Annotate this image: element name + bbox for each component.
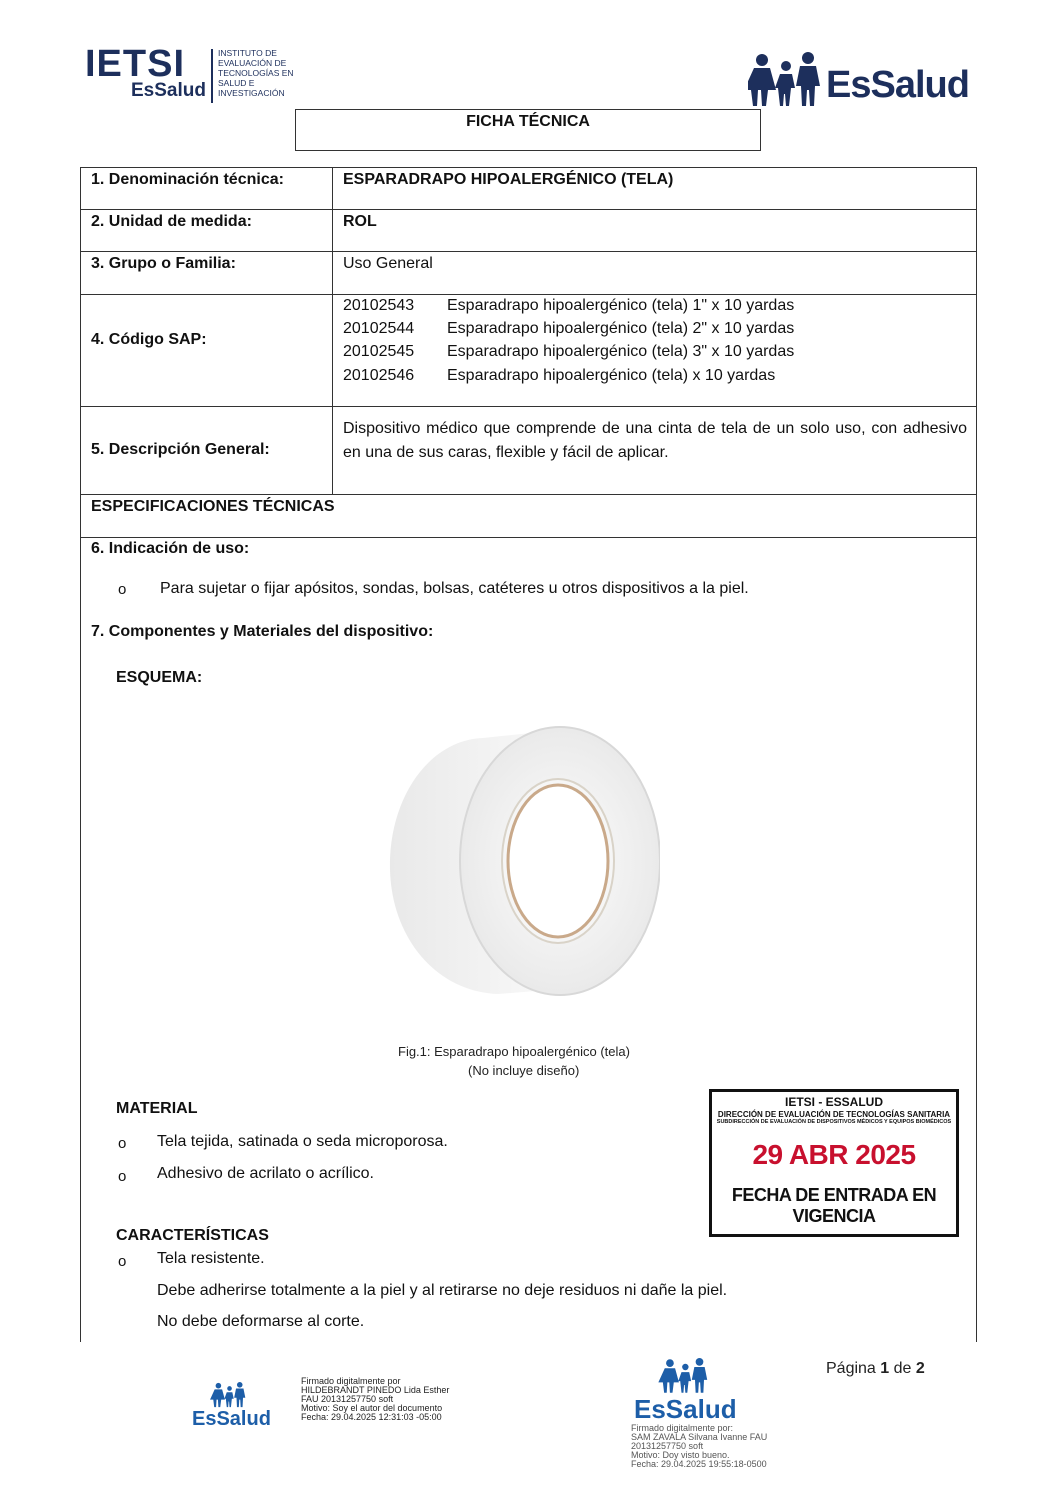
ietsi-institute-name: INSTITUTO DE EVALUACIÓN DE TECNOLOGÍAS EN SALUD E INVESTIGACIÓN: [218, 48, 294, 98]
row-denominacion: [80, 167, 977, 209]
signature-block-2: [631, 1424, 767, 1469]
signature-line: Firmado digitalmente por:: [631, 1423, 734, 1433]
label-sap: 4. Código SAP:: [91, 331, 207, 348]
bullet: o: [118, 1253, 127, 1270]
row-grupo: [80, 251, 977, 294]
page-total: 2: [915, 1360, 925, 1377]
value-unidad: ROL: [343, 213, 377, 230]
page-mid: de: [889, 1360, 916, 1377]
bullet: o: [118, 1135, 127, 1152]
caracteristica-item: Tela resistente.: [157, 1250, 265, 1267]
footer-logo-left-text: EsSalud: [192, 1408, 271, 1430]
stamp-date: 29 ABR 2025: [752, 1139, 916, 1170]
value-denominacion: ESPARADRAPO HIPOALERGÉNICO (TELA): [343, 171, 674, 188]
stamp-org: IETSI - ESSALUD: [784, 1095, 883, 1109]
sap-code: 20102545: [343, 343, 415, 360]
sap-code: 20102544: [343, 320, 415, 337]
row-especificaciones: [80, 494, 977, 537]
label-grupo: 3. Grupo o Familia:: [91, 255, 236, 272]
family-icon: [748, 52, 826, 108]
row-label-cell: [81, 295, 333, 406]
page-number: [826, 1360, 925, 1378]
ietsi-logo: [85, 45, 300, 105]
row-sap: [80, 294, 977, 406]
esquema-heading: ESQUEMA:: [116, 669, 203, 686]
tape-roll-image: [388, 720, 660, 1002]
stamp-footer: FECHA DE ENTRADA EN VIGENCIA: [731, 1185, 937, 1226]
signature-block-1: [301, 1377, 449, 1422]
material-item: Tela tejida, satinada o seda microporosa.: [157, 1133, 448, 1150]
value-grupo: Uso General: [343, 255, 433, 272]
family-icon: [658, 1358, 714, 1394]
row-descripcion: [80, 406, 977, 494]
label-unidad: 2. Unidad de medida:: [91, 213, 252, 230]
ietsi-logo-divider: [211, 49, 213, 103]
signature-line: HILDEBRANDT PINEDO Lida Esther: [301, 1385, 450, 1395]
signature-line: Fecha: 29.04.2025 19:55:18-0500: [631, 1459, 767, 1469]
page-prefix: Página: [826, 1360, 881, 1377]
especificaciones-heading: ESPECIFICACIONES TÉCNICAS: [91, 498, 335, 515]
figure-caption: Fig.1: Esparadrapo hipoalergénico (tela): [398, 1044, 630, 1059]
footer-logo-right-text: EsSalud: [634, 1394, 737, 1424]
bullet: o: [118, 581, 127, 598]
validity-stamp: [709, 1089, 959, 1237]
sap-item: [343, 367, 775, 385]
figure-caption-note: (No incluye diseño): [468, 1063, 580, 1078]
indicacion-text: Para sujetar o fijar apósitos, sondas, bolsas, catéteres u otros dispositivos a la piel.: [160, 580, 749, 597]
family-icon: [210, 1382, 250, 1408]
page-current: 1: [880, 1360, 890, 1377]
sap-item: [343, 320, 794, 338]
caracteristicas-heading: CARACTERÍSTICAS: [116, 1227, 269, 1244]
stamp-subdirection: SUBDIRECCIÓN DE EVALUACIÓN DE DISPOSITIVOS MÉDICOS Y EQUIPOS BIOMÉDICOS: [716, 1119, 952, 1125]
material-heading: MATERIAL: [116, 1100, 198, 1117]
essalud-logo: [748, 50, 978, 110]
sap-code: 20102543: [343, 297, 415, 314]
sap-desc: Esparadrapo hipoalergénico (tela) x 10 yardas: [447, 367, 776, 384]
signature-line: Motivo: Soy el autor del documento: [301, 1403, 443, 1413]
essalud-logo-text: EsSalud: [826, 64, 969, 106]
signature-line: Firmado digitalmente por: [301, 1376, 401, 1386]
sap-item: [343, 343, 794, 361]
indicacion-heading: 6. Indicación de uso:: [91, 540, 250, 557]
title-box: [295, 109, 761, 151]
signature-line: Motivo: Doy visto bueno.: [631, 1450, 730, 1460]
signature-line: SAM ZAVALA Silvana Ivanne FAU: [631, 1432, 768, 1442]
signature-line: 20131257750 soft: [631, 1441, 704, 1451]
caracteristica-item: Debe adherirse totalmente a la piel y al retirarse no deje residuos ni dañe la piel.: [157, 1282, 728, 1299]
stamp-direction: DIRECCIÓN DE EVALUACIÓN DE TECNOLOGÍAS SANITARIA: [717, 1110, 951, 1119]
document-title: FICHA TÉCNICA: [466, 113, 590, 130]
sap-desc: Esparadrapo hipoalergénico (tela) 3" x 10 yardas: [447, 343, 795, 360]
sap-code: 20102546: [343, 367, 415, 384]
row-unidad: [80, 209, 977, 251]
signature-line: Fecha: 29.04.2025 12:31:03 -05:00: [301, 1412, 442, 1422]
ietsi-logo-text: IETSI: [85, 43, 186, 85]
sap-desc: Esparadrapo hipoalergénico (tela) 1" x 10 yardas: [447, 297, 795, 314]
sap-item: [343, 297, 794, 315]
ietsi-logo-subtext: EsSalud: [131, 80, 206, 101]
componentes-heading: 7. Componentes y Materiales del dispositivo:: [91, 623, 434, 640]
label-descripcion: 5. Descripción General:: [91, 441, 270, 458]
footer-logo-right: [634, 1358, 744, 1424]
material-item: Adhesivo de acrilato o acrílico.: [157, 1165, 374, 1182]
sap-desc: Esparadrapo hipoalergénico (tela) 2" x 10 yardas: [447, 320, 795, 337]
bullet: o: [118, 1168, 127, 1185]
footer-logo-left: [190, 1382, 270, 1432]
caracteristica-item: No debe deformarse al corte.: [157, 1313, 365, 1330]
signature-line: FAU 20131257750 soft: [301, 1394, 394, 1404]
label-denominacion: 1. Denominación técnica:: [91, 171, 284, 188]
value-descripcion: Dispositivo médico que comprende de una cinta de tela de un solo uso, con adhesivo en una de sus caras, flexible y fácil de aplicar.: [343, 420, 967, 461]
